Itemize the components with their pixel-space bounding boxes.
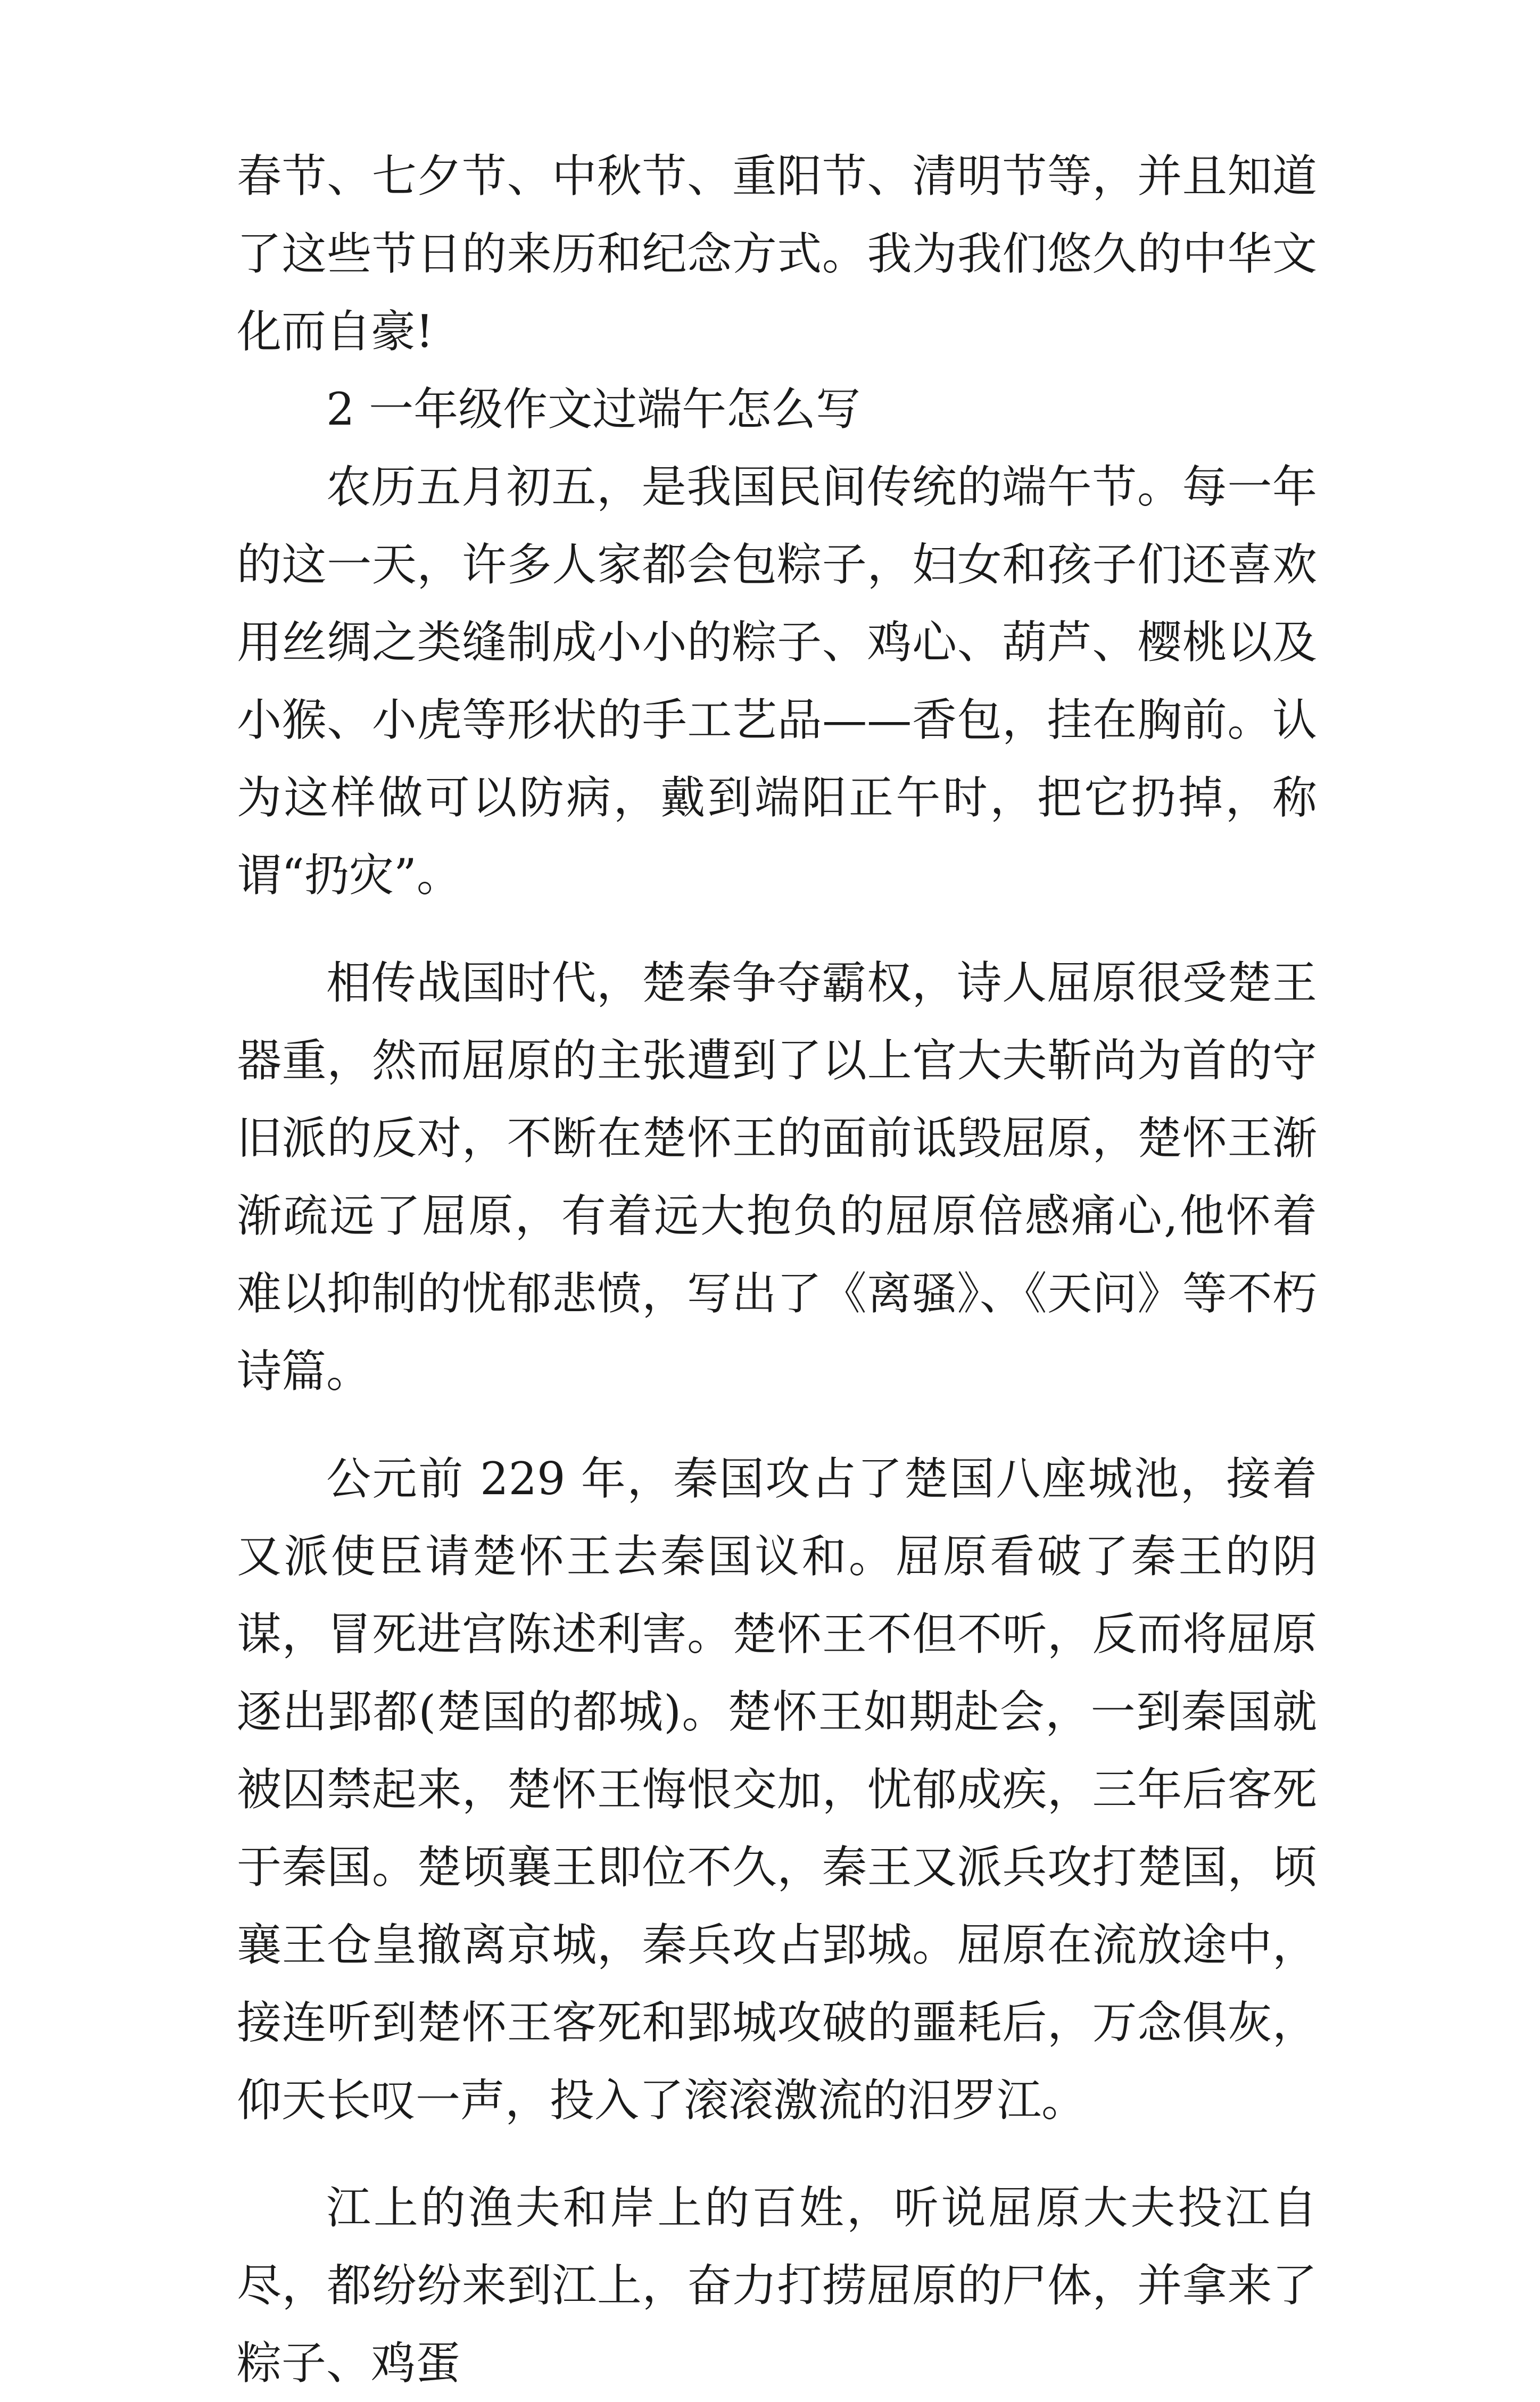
section-heading: 2 一年级作文过端午怎么写	[326, 383, 861, 435]
paragraph-fishermen: 江上的渔夫和岸上的百姓，听说屈原大夫投江自尽，都纷纷来到江上，奋力打捞屈原的尸体，并拿来了粽子、鸡蛋	[237, 2182, 1317, 2389]
paragraph-qu-yuan-legend: 相传战国时代，楚秦争夺霸权，诗人屈原很受楚王器重，然而屈原的主张遭到了以上官大夫靳尚为首的守旧派的反对，不断在楚怀王的面前诋毁屈原，楚怀王渐渐疏远了屈原，有着远大抱负的屈原倍感痛心,他怀着难以抑制的忧郁悲愤，写出了《离骚》、《天问》等不朽诗篇。	[237, 957, 1317, 1397]
paragraph-qu-yuan-exile: 公元前 229 年，秦国攻占了楚国八座城池，接着又派使臣请楚怀王去秦国议和。屈原看破了秦王的阴谋，冒死进宫陈述利害。楚怀王不但不听，反而将屈原逐出郢都(楚国的都城)。楚怀王如期赴会，一到秦国就被囚禁起来，楚怀王悔恨交加，忧郁成疾，三年后客死于秦国。楚顷襄王即位不久，秦王又派兵攻打楚国，顷襄王仓皇撤离京城，秦兵攻占郢城。屈原在流放途中，接连听到楚怀王客死和郢城攻破的噩耗后，万念俱灰，仰天长叹一声，投入了滚滚激流的汨罗江。	[237, 1453, 1317, 2126]
paragraph-dragon-boat-customs: 农历五月初五，是我国民间传统的端午节。每一年的这一天，许多人家都会包粽子，妇女和孩子们还喜欢用丝绸之类缝制成小小的粽子、鸡心、葫芦、樱桃以及小猴、小虎等形状的手工艺品——香包，挂在胸前。认为这样做可以防病，戴到端阳正午时，把它扔掉，称谓“扔灾”。	[237, 461, 1317, 901]
document-body	[237, 137, 1317, 2402]
paragraph-continued: 春节、七夕节、中秋节、重阳节、清明节等，并且知道了这些节日的来历和纪念方式。我为我们悠久的中华文化而自豪!	[237, 150, 1317, 358]
